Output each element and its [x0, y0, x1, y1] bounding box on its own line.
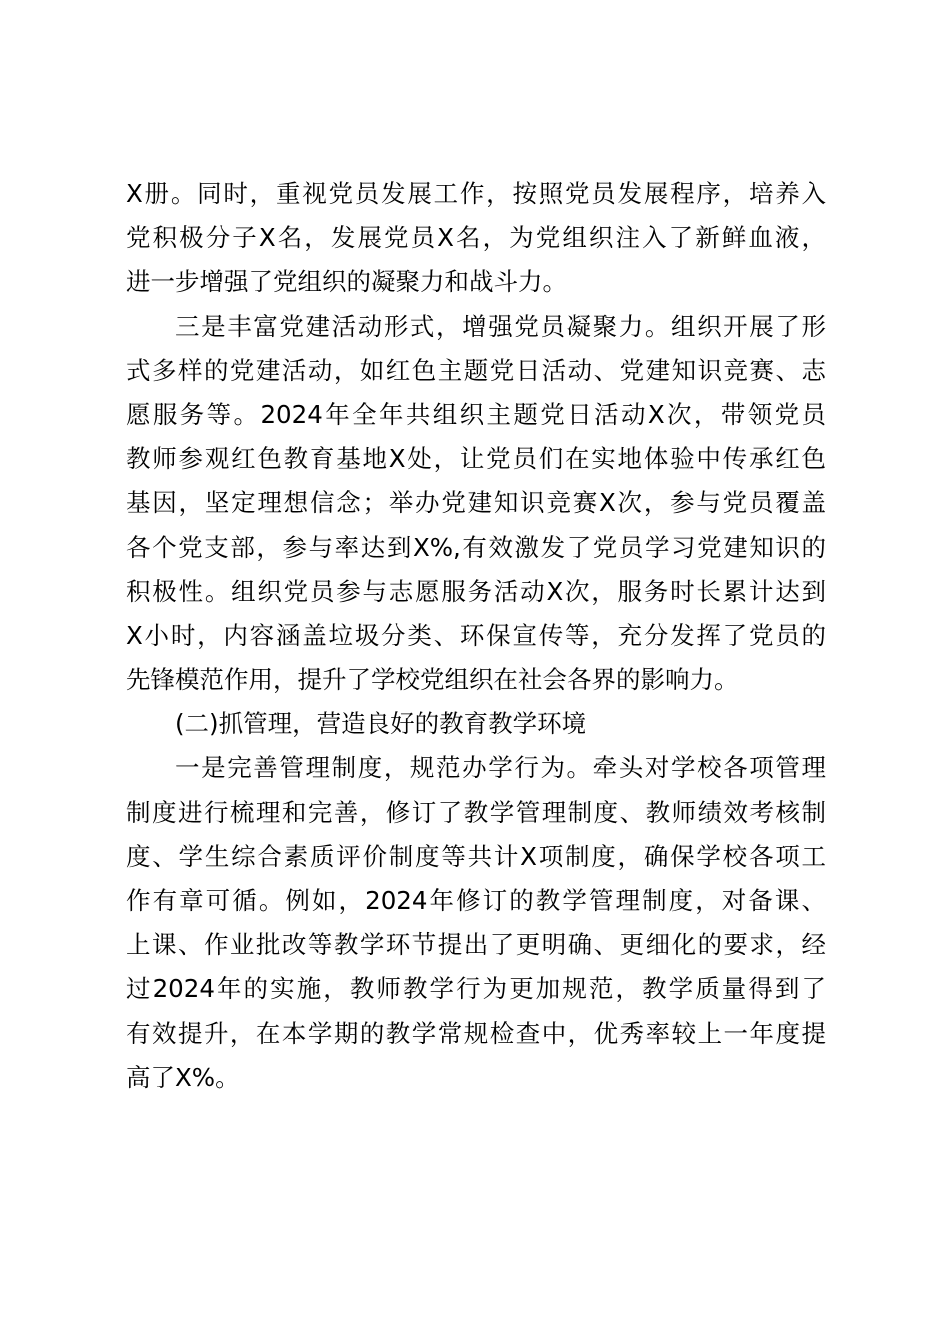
text-line: (二)抓管理，营造良好的教育教学环境 [175, 709, 587, 739]
text-line: 度、学生综合素质评价制度等共计X项制度，确保学校各项工 [126, 841, 826, 871]
text-line: X小时，内容涵盖垃圾分类、环保宣传等，充分发挥了党员的 [126, 620, 826, 650]
text-line: 有效提升，在本学期的教学常规检查中，优秀率较上一年度提 [126, 1018, 826, 1048]
text-line: 党积极分子X名，发展党员X名，为党组织注入了新鲜血液， [126, 223, 826, 253]
text-line: 各个党支部，参与率达到X%,有效激发了党员学习党建知识的 [126, 532, 826, 562]
text-line: 教师参观红色教育基地X处，让党员们在实地体验中传承红色 [126, 444, 826, 474]
text-line: 进一步增强了党组织的凝聚力和战斗力。 [126, 267, 567, 297]
text-line: 一是完善管理制度，规范办学行为。牵头对学校各项管理 [175, 753, 826, 783]
document-body [126, 172, 826, 1100]
text-line: 三是丰富党建活动形式，增强党员凝聚力。组织开展了形 [175, 311, 826, 341]
text-line: 制度进行梳理和完善，修订了教学管理制度、教师绩效考核制 [126, 797, 826, 827]
text-line: 先锋模范作用，提升了学校党组织在社会各界的影响力。 [126, 665, 739, 695]
text-line: 基因，坚定理想信念；举办党建知识竞赛X次，参与党员覆盖 [126, 488, 826, 518]
text-line: 积极性。组织党员参与志愿服务活动X次，服务时长累计达到 [126, 576, 826, 606]
text-line: X册。同时，重视党员发展工作，按照党员发展程序，培养入 [126, 179, 826, 208]
text-line: 作有章可循。例如，2024年修订的教学管理制度，对备课、 [126, 886, 826, 915]
text-line: 过2024年的实施，教师教学行为更加规范，教学质量得到了 [126, 974, 826, 1004]
text-line: 上课、作业批改等教学环节提出了更明确、更细化的要求，经 [126, 930, 826, 960]
text-line: 高了X%。 [126, 1062, 240, 1092]
text-line: 愿服务等。2024年全年共组织主题党日活动X次，带领党员 [126, 399, 826, 429]
text-line: 式多样的党建活动，如红色主题党日活动、党建知识竞赛、志 [126, 355, 826, 385]
